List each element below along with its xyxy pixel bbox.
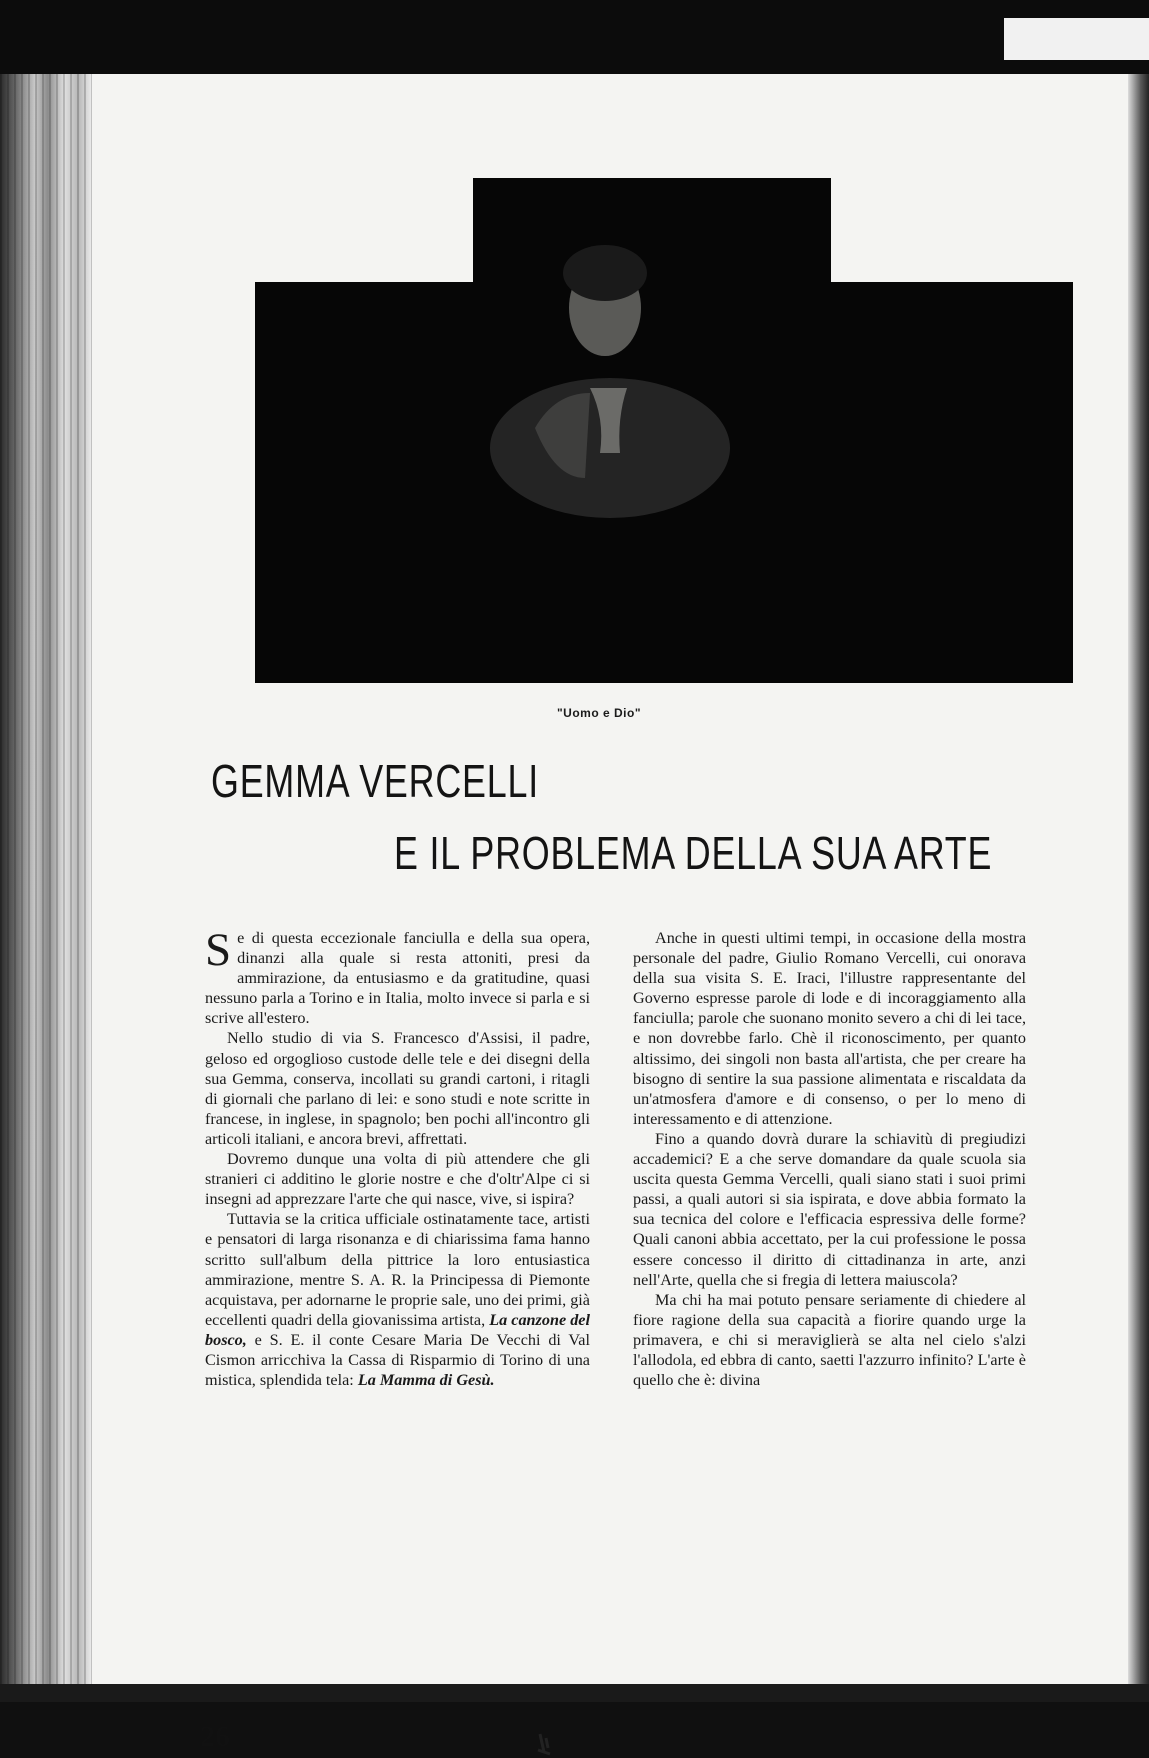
- paragraph: Se di questa eccezionale fanciulla e della sua opera, dinanzi alla quale si resta attoniti, presi da ammirazione, da entusiasmo e da gratitudine, quasi nessuno parla a Torino e in Italia, molto invece si parla e si scrive all'estero.: [205, 924, 590, 1028]
- paragraph: Nello studio di via S. Francesco d'Assisi, il padre, geloso ed orgoglioso custode delle tele e dei disegni della sua Gemma, conserva, incollati su grandi cartoni, i ritagli di giornali che parlano di lei: e sono studi e note scritte in francese, in inglese, in spagnolo; ben pochi all'incontro gli articoli italiani, e ancora brevi, affrettati.: [205, 1029, 590, 1148]
- paragraph: Dovremo dunque una volta di più attendere che gli stranieri ci additino le glorie nostre e che d'oltr'Alpe ci si insegni ad apprezzare l'arte che qui nasce, vive, si ispira?: [205, 1150, 590, 1209]
- paragraph: Anche in questi ultimi tempi, in occasione della mostra personale del padre, Giulio Romano Vercelli, cui onorava della sua visita S. E. Iraci, l'illustre rappresentante del Governo espresse parole di lode e di incoraggiamento alla fanciulla; parole che suonano monito severo a chi di lei tace, e non dovrebbe farlo. Chè il riconoscimento, per quanto altissimo, dei singoli non basta all'artista, che per creare ha bisogno di sentire la sua passione alimentata e riscaldata da un'atmosfera d'amore e di consenso, o per lo meno di interessamento e di attenzione.: [633, 929, 1026, 1128]
- article-title-line-1: GEMMA VERCELLI: [211, 755, 539, 807]
- text-column-right: [633, 928, 1026, 1390]
- painting-title-italic: La Mamma di Gesù.: [357, 1371, 495, 1390]
- article-title-line-2: E IL PROBLEMA DELLA SUA ARTE: [394, 827, 993, 879]
- text-column-left: [205, 924, 590, 1390]
- scan-bottom-border: [0, 1684, 1149, 1702]
- scan-top-border: [0, 0, 1149, 74]
- scan-top-tab: [1004, 18, 1149, 60]
- paragraph: Tuttavia se la critica ufficiale ostinatamente tace, artisti e pensatori di larga risonanza e di chiarissima fama hanno scritto sull'album della pittrice la loro entusiastica ammirazione, mentre S. A. R. la Principessa di Piemonte acquistava, per adornarne le proprie sale, uno dei primi, già eccellenti quadri della giovanissima artista, La canzone del bosco, e S. E. il conte Cesare Maria De Vecchi di Val Cismon arricchiva la Cassa di Risparmio di Torino di una mistica, splendida tela: La Mamma di Gesù.: [205, 1210, 590, 1390]
- painting-title-italic: La canzone del bosco,: [205, 1310, 590, 1349]
- book-spine-edge: [0, 74, 92, 1702]
- image-caption: "Uomo e Dio": [556, 706, 642, 720]
- ink-smudge-mark: [530, 1730, 558, 1758]
- book-page: [70, 74, 1128, 1753]
- painting-plate: [255, 178, 1073, 683]
- portrait-figure: [255, 178, 1073, 683]
- portrait-hair: [563, 245, 647, 301]
- paragraph: Ma chi ha mai potuto pensare seriamente di chiedere al fiore ragione della sua capacità a fiorire quando urge la primavera, e chi si meraviglierà se alta nel cielo s'alzi l'allodola, ed ebbra di canto, saetti l'azzurro infinito? L'arte è quello che è: divina: [633, 1290, 1026, 1390]
- page-right-edge: [1128, 74, 1149, 1702]
- drop-cap: S: [205, 924, 232, 976]
- page-number: 26: [200, 1720, 230, 1753]
- paragraph: Fino a quando dovrà durare la schiavitù di pregiudizi accademici? E a che serve domandare da quale scuola sia uscita questa Gemma Vercelli, quali siano stati i suoi primi passi, a quali autori si sia ispirata, e dove abbia formato la sua tecnica del colore e l'efficacia espressiva delle forme? Quali canoni abbia accettato, per la cui professione le possa essere concesso il diritto di cittadinanza in arte, anzi nell'Arte, quella che si fregia di lettera maiuscola?: [633, 1129, 1026, 1289]
